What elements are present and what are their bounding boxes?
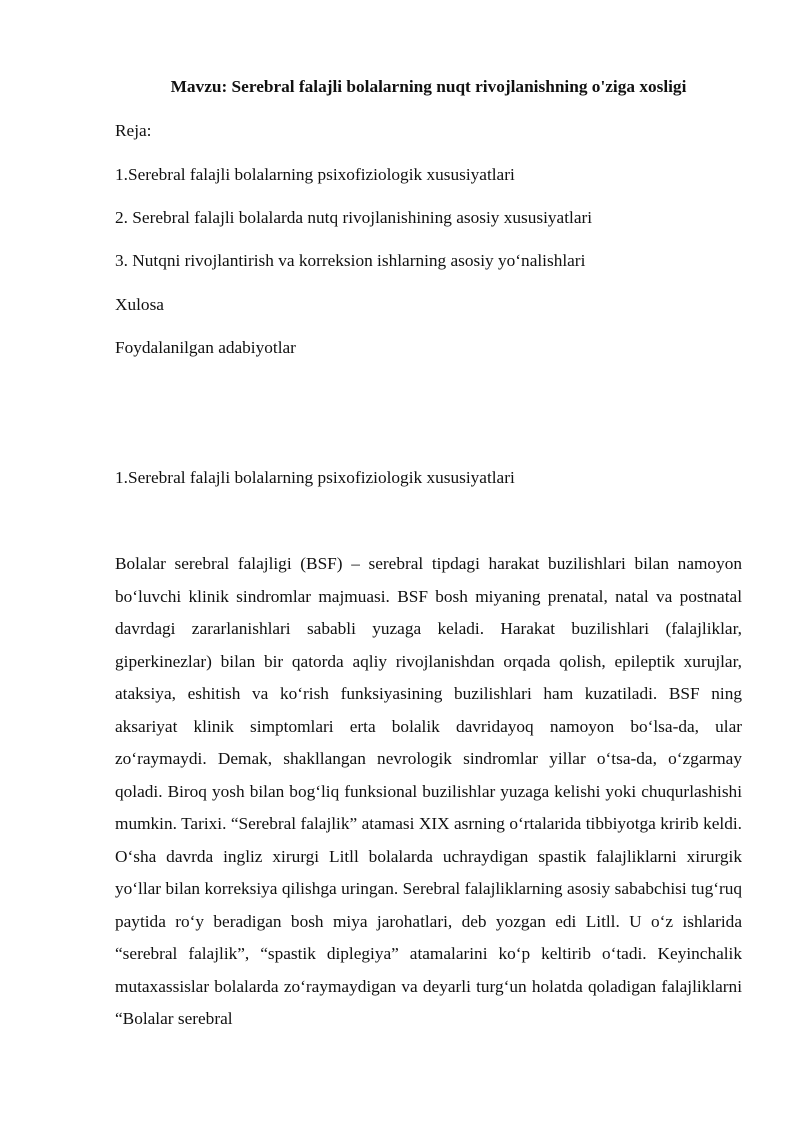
plan-item-references: Foydalanilgan adabiyotlar	[115, 338, 296, 357]
plan-item-1: 1.Serebral falajli bolalarning psixofiziologik xususiyatlari	[115, 165, 515, 184]
plan-heading: Reja:	[115, 121, 152, 140]
section-heading: 1.Serebral falajli bolalarning psixofiziologik xususiyatlari	[115, 468, 515, 487]
plan-item-conclusion: Xulosa	[115, 295, 164, 314]
plan-item-2: 2. Serebral falajli bolalarda nutq rivojlanishining asosiy xususiyatlari	[115, 208, 593, 227]
plan-item-3: 3. Nutqni rivojlantirish va korreksion ishlarning asosiy yo‘nalishlari	[115, 251, 586, 270]
document-title: Mavzu: Serebral falajli bolalarning nuqt rivojlanishning o'ziga xosligi	[170, 77, 687, 96]
body-paragraph: Bolalar serebral falajligi (BSF) – serebral tipdagi harakat buzilishlari bilan namoyon bo‘luvchi klinik sindromlar majmuasi. BSF bosh miyaning prenatal, natal va postnatal davrdagi zararlanishlari sababli yuzaga keladi. Harakat buzilishlari (falajliklar, giperkinezlar) bilan bir qatorda aqliy rivojlanishdan orqada qolish, epileptik xurujlar, ataksiya, eshitish va ko‘rish funksiyasining buzilishlari ham kuzatiladi. BSF ning aksariyat klinik simptomlari erta bolalik davridayoq namoyon bo‘lsa-da, ular zo‘raymaydi. Demak, shakllangan nevrologik sindromlar yillar o‘tsa-da, o‘zgarmay qoladi. Biroq yosh bilan bog‘liq funksional buzilishlar yuzaga kelishi yoki chuqurlashishi mumkin. Tarixi. “Serebral falajlik” atamasi XIX asrning o‘rtalarida tibbiyotga kririb keldi. O‘sha davrda ingliz xirurgi Litll bolalarda uchraydigan spastik falajliklarni xirurgik yo‘llar bilan korreksiya qilishga uringan. Serebral falajliklarning asosiy sababchisi tug‘ruq paytida ro‘y beradigan bosh miya jarohatlari, deb yozgan edi Litll. U o‘z ishlarida “serebral falajlik”, “spastik diplegiya” atamalarini ko‘p keltirib o‘tadi. Keyinchalik mutaxassislar bolalarda zo‘raymaydigan va deyarli turg‘un holatda qoladigan falajliklarni “Bolalar serebral	[115, 554, 742, 1028]
